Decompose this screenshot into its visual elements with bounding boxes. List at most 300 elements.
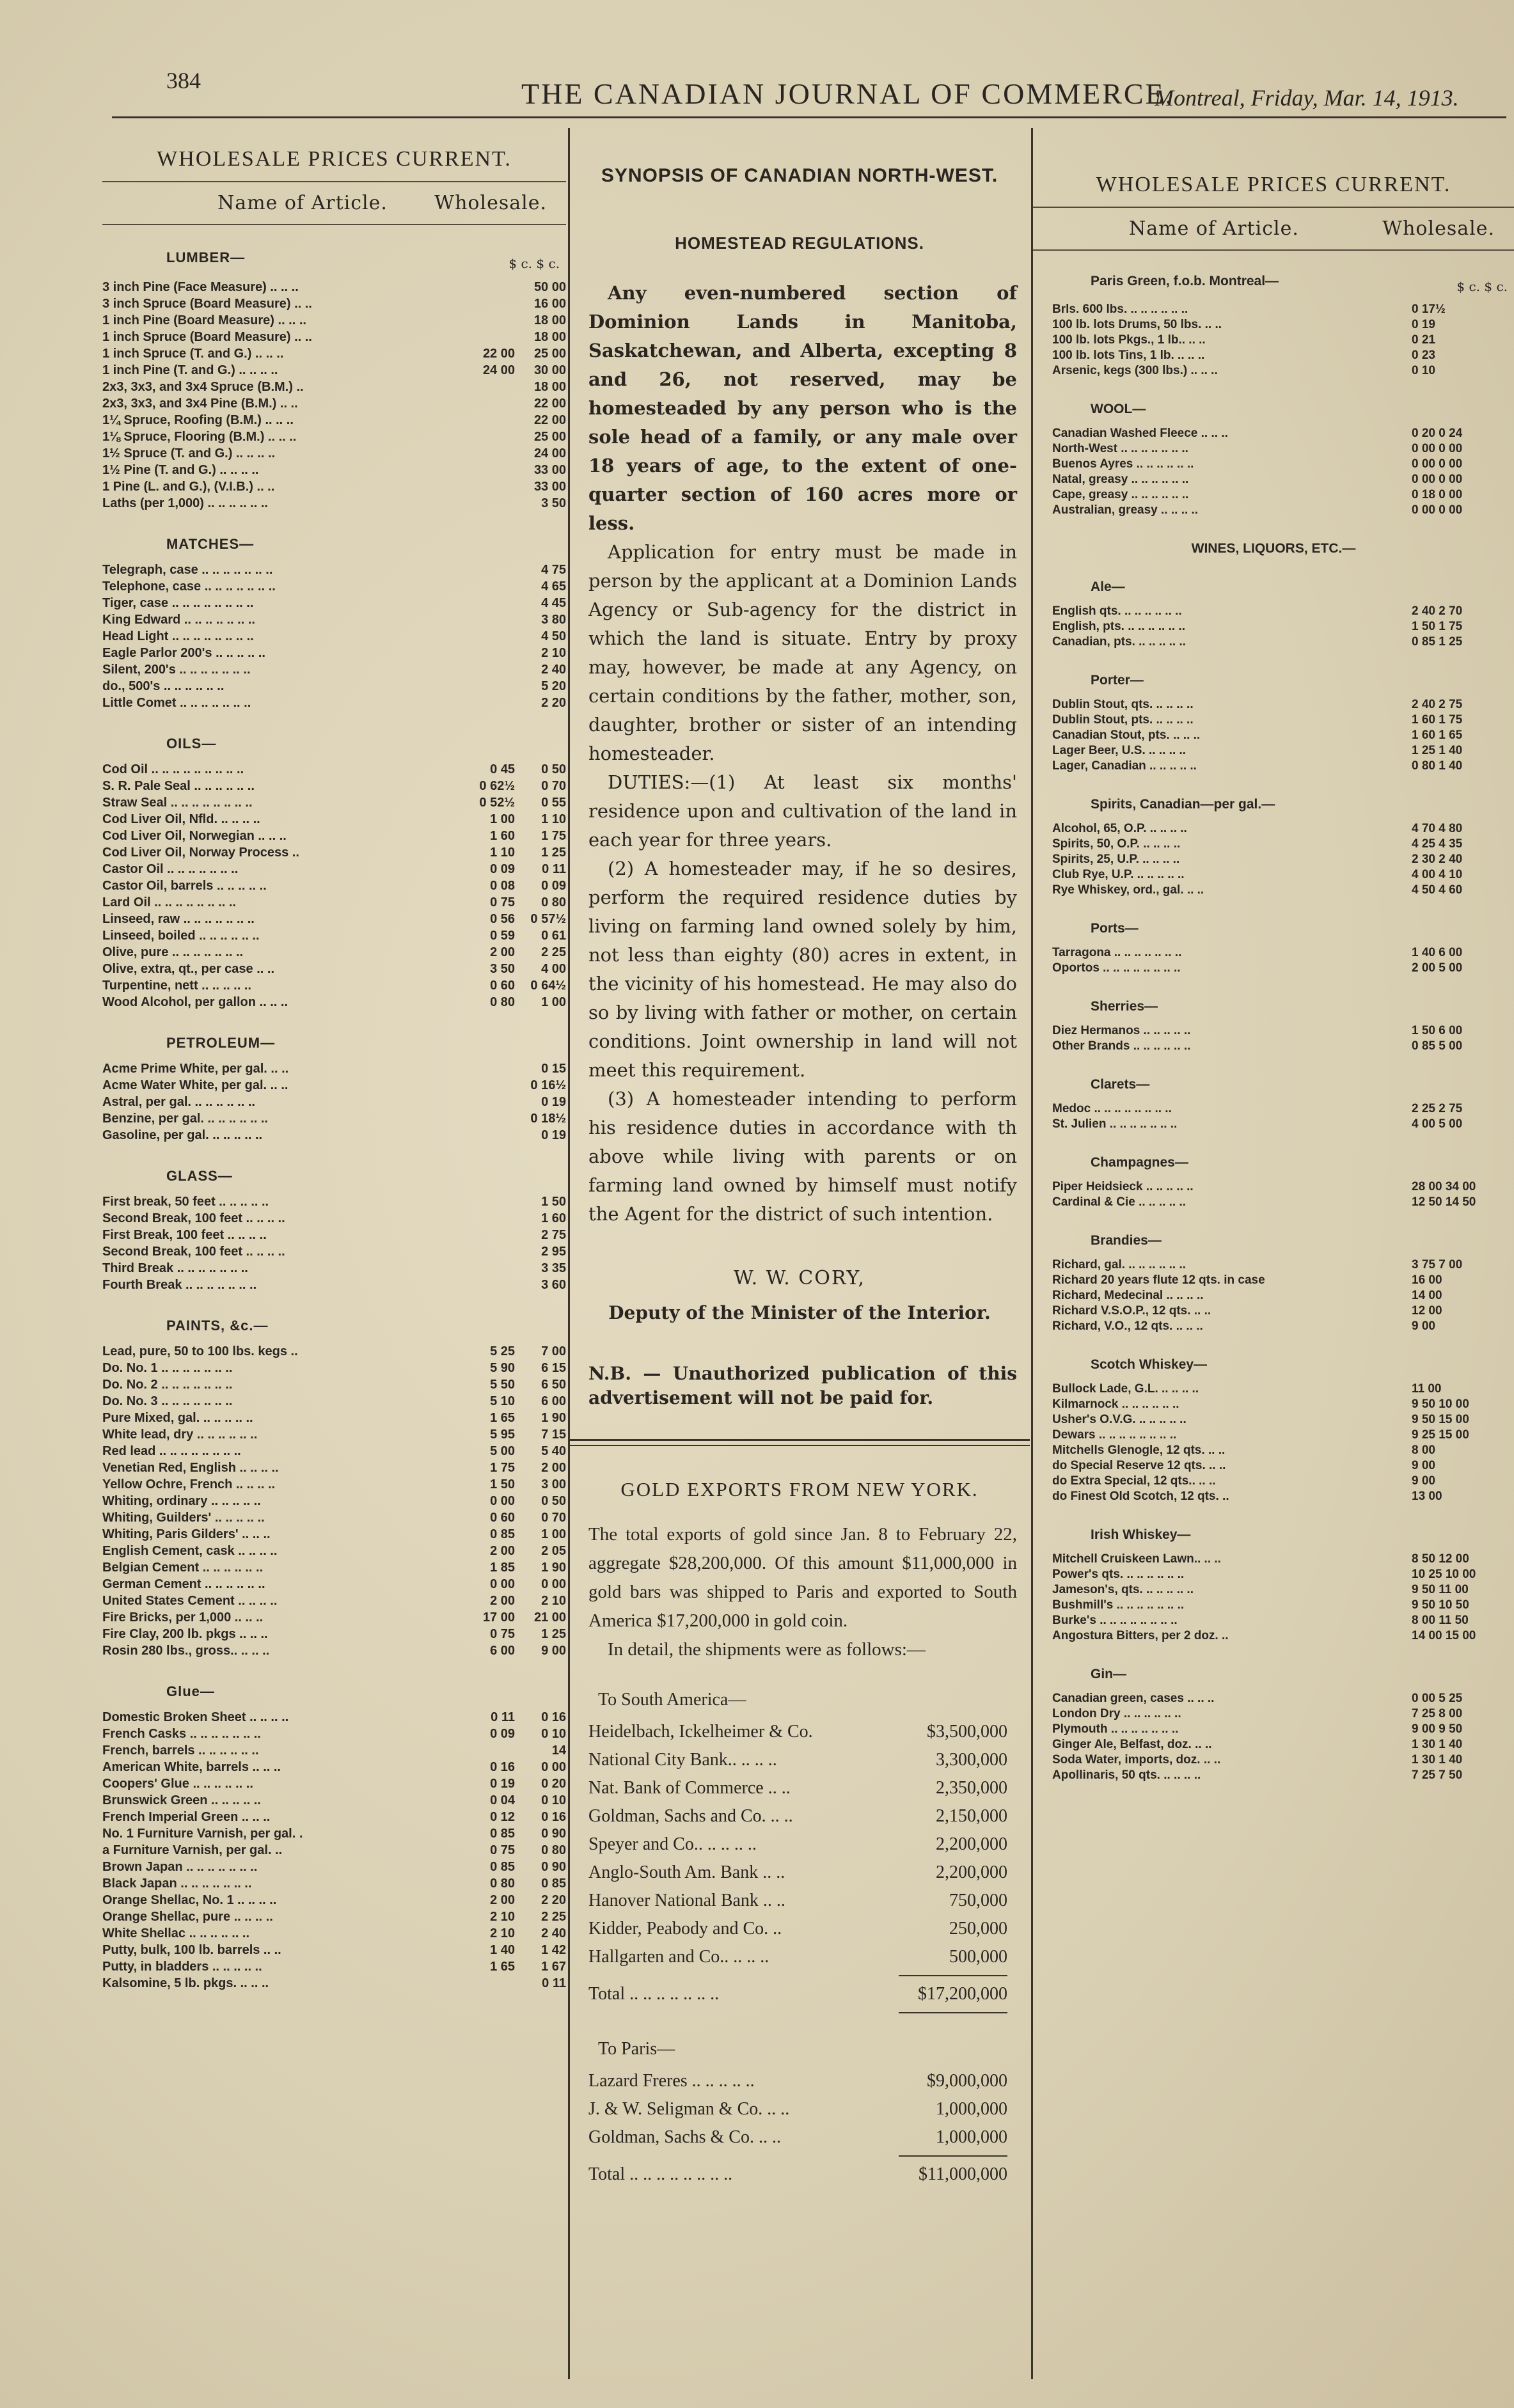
- article-name: Black Japan .. .. .. .. .. .. ..: [102, 1877, 252, 1891]
- price-row: [1033, 1257, 1514, 1273]
- article-name: Fire Clay, 200 lb. pkgs .. .. ..: [102, 1627, 268, 1641]
- price-row: [102, 811, 566, 828]
- price-range: 14 00 15 00: [1412, 1629, 1476, 1642]
- article-name: Telegraph, case .. .. .. .. .. .. ..: [102, 563, 273, 577]
- article-name: North-West .. .. .. .. .. .. ..: [1052, 442, 1188, 455]
- article-name: Lead, pure, 50 to 100 lbs. kegs ..: [102, 1344, 298, 1358]
- price-section: [1033, 1233, 1514, 1334]
- price-low: 22 00: [482, 347, 515, 361]
- price-row: [102, 1426, 566, 1443]
- article-name: do., 500's .. .. .. .. .. ..: [102, 679, 225, 693]
- article-name: Oportos .. .. .. .. .. .. .. ..: [1052, 961, 1181, 975]
- article-name: English, pts. .. .. .. .. .. ..: [1052, 620, 1185, 633]
- gold-shipment-row: [569, 2067, 1030, 2095]
- right-title-rule: [1033, 207, 1514, 208]
- price-low: 6 00: [490, 1644, 515, 1658]
- price-high: 4 50: [541, 629, 566, 643]
- price-low: 2 00: [490, 1893, 515, 1907]
- article-name: Other Brands .. .. .. .. .. ..: [1052, 1039, 1191, 1053]
- article-name: Canadian Stout, pts. .. .. ..: [1052, 728, 1201, 742]
- article-name: 3 inch Pine (Face Measure) .. .. ..: [102, 280, 299, 294]
- price-row: [1033, 1706, 1514, 1722]
- section-heading: GLASS—: [166, 1168, 233, 1184]
- price-row: [1033, 1628, 1514, 1644]
- price-low: [464, 1077, 515, 1094]
- price-row: [1033, 487, 1514, 503]
- price-high: 0 80: [541, 895, 566, 909]
- section-heading: Champagnes—: [1091, 1155, 1188, 1170]
- price-low: 2 00: [490, 945, 515, 959]
- price-row: [1033, 837, 1514, 852]
- left-col-price-label: Wholesale.: [434, 192, 547, 214]
- article-name: First Break, 100 feet .. .. .. ..: [102, 1228, 267, 1242]
- left-title-rule: [102, 181, 566, 182]
- price-range: 1 30 1 40: [1412, 1738, 1463, 1751]
- price-row: [102, 329, 566, 345]
- right-column-title: WHOLESALE PRICES CURRENT.: [1096, 173, 1451, 196]
- article-name: Whiting, ordinary .. .. .. .. ..: [102, 1494, 261, 1508]
- price-low: [464, 1260, 515, 1277]
- price-row: [102, 1393, 566, 1410]
- south-america-total-row: [569, 1980, 1030, 2008]
- price-row: [102, 1227, 566, 1243]
- price-high: 25 00: [533, 430, 566, 444]
- article-name: Benzine, per gal. .. .. .. .. .. ..: [102, 1112, 268, 1126]
- price-low: 0 45: [490, 762, 515, 776]
- shipment-amount: 2,200,000: [936, 1834, 1007, 1854]
- price-row: [1033, 1273, 1514, 1288]
- gold-shipment-row: [569, 1718, 1030, 1746]
- price-low: [464, 628, 515, 645]
- price-low: 1 65: [490, 1960, 515, 1974]
- price-low: [464, 495, 515, 512]
- price-row: [102, 1360, 566, 1376]
- article-name: Power's qts. .. .. .. .. .. ..: [1052, 1568, 1185, 1581]
- south-america-total-label: Total .. .. .. .. .. .. ..: [588, 1984, 720, 2004]
- price-row: [1033, 317, 1514, 333]
- article-name: 3 inch Spruce (Board Measure) .. ..: [102, 297, 312, 311]
- article-name: Olive, pure .. .. .. .. .. .. ..: [102, 945, 244, 959]
- price-range: 4 00 5 00: [1412, 1117, 1463, 1131]
- price-row: [102, 1942, 566, 1958]
- article-name: Jameson's, qts. .. .. .. .. ..: [1052, 1583, 1194, 1596]
- article-name: Do. No. 2 .. .. .. .. .. .. ..: [102, 1378, 233, 1392]
- price-low: [464, 1277, 515, 1293]
- left-column-subheader: [102, 192, 566, 214]
- article-name: Dewars .. .. .. .. .. .. .. ..: [1052, 1428, 1177, 1442]
- price-row: [102, 1526, 566, 1543]
- price-range: 4 50 4 60: [1412, 883, 1463, 897]
- price-high: 0 16: [541, 1710, 566, 1724]
- gold-intro: The total exports of gold since Jan. 8 to February 22, aggregate $28,200,000. Of this amount $11,000,000 in gold bars was shipped to Paris and exported to South America $17,200,000 in gold coin.: [588, 1524, 1017, 1631]
- price-row: [102, 429, 566, 445]
- price-low: [464, 562, 515, 578]
- price-row: [102, 1410, 566, 1426]
- price-range: 12 00: [1412, 1304, 1442, 1318]
- price-low: 0 80: [490, 995, 515, 1009]
- left-col-name-label: Name of Article.: [217, 192, 388, 214]
- signature-title: Deputy of the Minister of the Interior.: [608, 1302, 991, 1323]
- price-high: 0 10: [541, 1727, 566, 1741]
- section-heading: Porter—: [1091, 673, 1144, 688]
- price-range: 12 50 14 50: [1412, 1195, 1476, 1209]
- article-name: Laths (per 1,000) .. .. .. .. .. ..: [102, 496, 268, 510]
- section-heading: PAINTS, &c.—: [166, 1318, 269, 1334]
- price-low: 1 85: [490, 1561, 515, 1575]
- section-heading: Clarets—: [1091, 1077, 1150, 1092]
- price-section: [1033, 541, 1514, 556]
- price-low: 0 09: [490, 862, 515, 876]
- price-row: [102, 1792, 566, 1809]
- right-col-name-label: Name of Article.: [1129, 217, 1299, 240]
- gold-exports-title: GOLD EXPORTS FROM NEW YORK.: [620, 1478, 979, 1500]
- price-row: [1033, 619, 1514, 634]
- article-name: Second Break, 100 feet .. .. .. ..: [102, 1211, 285, 1225]
- price-row: [102, 1726, 566, 1742]
- price-high: 2 10: [541, 1594, 566, 1608]
- shipment-amount: 2,200,000: [936, 1862, 1007, 1882]
- shipment-amount: 2,350,000: [936, 1778, 1007, 1798]
- price-low: 0 00: [490, 1494, 515, 1508]
- price-high: 0 16: [541, 1810, 566, 1824]
- gold-shipment-row: [569, 1830, 1030, 1859]
- price-row: [102, 1925, 566, 1942]
- article-name: 100 lb. lots Pkgs., 1 lb.. .. ..: [1052, 333, 1206, 347]
- paris-total-rule: [899, 2155, 1007, 2157]
- south-america-label: To South America—: [598, 1690, 746, 1710]
- section-heading: Ale—: [1091, 579, 1125, 594]
- price-row: [1033, 1458, 1514, 1474]
- gold-shipment-row: [569, 1802, 1030, 1830]
- price-row: [102, 944, 566, 961]
- price-section: [102, 1035, 566, 1144]
- price-range: 1 40 6 00: [1412, 946, 1463, 959]
- price-section: [1033, 1155, 1514, 1210]
- price-low: 0 75: [490, 1627, 515, 1641]
- price-range: 0 23: [1412, 349, 1435, 362]
- article-name: do Extra Special, 12 qts.. .. ..: [1052, 1474, 1216, 1488]
- price-row: [1033, 1381, 1514, 1397]
- article-name: Silent, 200's .. .. .. .. .. .. ..: [102, 663, 251, 677]
- price-low: 0 19: [490, 1777, 515, 1791]
- price-low: 0 85: [490, 1860, 515, 1874]
- section-heading: Ports—: [1091, 921, 1139, 936]
- price-row: [1033, 1768, 1514, 1783]
- homestead-paragraph: (2) A homesteader may, if he so desires, perform the required residence duties by living on farming land owned solely by him, not less than eighty (80) acres in extent, in the vicinity of his homestead. He may also do so by living with father or mother, on certain conditions. Joint ownership in land will not meet this requirement.: [588, 858, 1017, 1081]
- price-high: 0 50: [541, 762, 566, 776]
- price-low: [464, 1975, 515, 1992]
- price-row: [1033, 1319, 1514, 1334]
- price-high: 4 75: [541, 563, 566, 577]
- price-low: [464, 611, 515, 628]
- price-row: [102, 828, 566, 844]
- price-row: [102, 1825, 566, 1842]
- price-range: 2 00 5 00: [1412, 961, 1463, 975]
- left-column-title: WHOLESALE PRICES CURRENT.: [157, 147, 512, 171]
- price-range: 14 00: [1412, 1289, 1442, 1302]
- article-name: Kalsomine, 5 lb. pkgs. .. .. ..: [102, 1976, 269, 1990]
- price-section: [102, 536, 566, 711]
- price-low: 5 90: [490, 1361, 515, 1375]
- price-row: [1033, 1613, 1514, 1628]
- price-high: 1 25: [541, 846, 566, 860]
- gold-shipment-row: [569, 1746, 1030, 1774]
- price-range: 2 30 2 40: [1412, 853, 1463, 866]
- shipper-name: Goldman, Sachs and Co. .. ..: [588, 1806, 793, 1826]
- section-heading: Glue—: [166, 1683, 215, 1699]
- shipment-amount: 1,000,000: [936, 2127, 1007, 2147]
- price-range: 2 25 2 75: [1412, 1102, 1463, 1115]
- price-row: [102, 1193, 566, 1210]
- price-low: [464, 395, 515, 412]
- article-name: Richard, Medecinal .. .. .. ..: [1052, 1289, 1204, 1302]
- price-row: [102, 1958, 566, 1975]
- article-name: Linseed, raw .. .. .. .. .. .. ..: [102, 912, 255, 926]
- price-row: [102, 927, 566, 944]
- article-name: Yellow Ochre, French .. .. .. ..: [102, 1477, 276, 1491]
- price-high: 1 50: [541, 1195, 566, 1209]
- price-range: 1 50 6 00: [1412, 1024, 1463, 1037]
- price-row: [102, 628, 566, 645]
- price-range: 28 00 34 00: [1412, 1180, 1476, 1193]
- price-row: [102, 1742, 566, 1759]
- price-row: [1033, 728, 1514, 743]
- price-high: 6 50: [541, 1378, 566, 1392]
- price-row: [102, 1809, 566, 1825]
- price-row: [1033, 1489, 1514, 1504]
- paris-list: [569, 2067, 1030, 2152]
- article-name: Castor Oil, barrels .. .. .. .. ..: [102, 879, 267, 893]
- price-high: 2 40: [541, 1926, 566, 1940]
- price-high: 2 05: [541, 1544, 566, 1558]
- price-high: 0 19: [541, 1095, 566, 1109]
- article-name: Putty, bulk, 100 lb. barrels .. ..: [102, 1943, 281, 1957]
- price-range: 1 30 1 40: [1412, 1753, 1463, 1767]
- dateline: Montreal, Friday, Mar. 14, 1913.: [1155, 85, 1459, 111]
- price-row: [1033, 1117, 1514, 1132]
- article-name: Richard, V.O., 12 qts. .. .. ..: [1052, 1319, 1203, 1333]
- article-name: Whiting, Guilders' .. .. .. .. ..: [102, 1511, 265, 1525]
- article-name: a Furniture Varnish, per gal. ..: [102, 1843, 283, 1857]
- price-high: 1 90: [541, 1561, 566, 1575]
- gold-shipment-row: [569, 2095, 1030, 2123]
- signature-name: W. W. CORY,: [733, 1267, 865, 1289]
- article-name: Wood Alcohol, per gallon .. .. ..: [102, 995, 288, 1009]
- article-name: 1⅛ Spruce, Flooring (B.M.) .. .. ..: [102, 430, 297, 444]
- price-section: [102, 1318, 566, 1659]
- price-high: 0 90: [541, 1860, 566, 1874]
- price-high: 7 15: [541, 1428, 566, 1442]
- price-low: 1 00: [490, 812, 515, 826]
- article-name: Angostura Bitters, per 2 doz. ..: [1052, 1629, 1229, 1642]
- price-high: 9 00: [541, 1644, 566, 1658]
- price-range: 16 00: [1412, 1273, 1442, 1287]
- article-name: Lager, Canadian .. .. .. .. ..: [1052, 759, 1197, 773]
- price-section: [1033, 797, 1514, 898]
- price-range: 9 50 10 50: [1412, 1598, 1469, 1612]
- price-row: [1033, 1443, 1514, 1458]
- price-range: 0 80 1 40: [1412, 759, 1463, 773]
- price-high: 5 20: [541, 679, 566, 693]
- article-name: Canadian Washed Fleece .. .. ..: [1052, 427, 1228, 440]
- price-section: [102, 1683, 566, 1992]
- price-section: [102, 249, 566, 512]
- section-heading: WOOL—: [1091, 402, 1146, 416]
- price-high: 0 10: [541, 1793, 566, 1807]
- article-name: King Edward .. .. .. .. .. .. ..: [102, 613, 255, 627]
- price-range: 0 17½: [1412, 303, 1446, 316]
- price-high: 0 80: [541, 1843, 566, 1857]
- price-high: 18 00: [533, 380, 566, 394]
- price-low: 0 56: [490, 912, 515, 926]
- article-name: Richard, gal. .. .. .. .. .. ..: [1052, 1258, 1187, 1271]
- price-high: 21 00: [533, 1610, 566, 1625]
- price-high: 1 00: [541, 995, 566, 1009]
- price-low: [464, 1742, 515, 1759]
- price-row: [102, 595, 566, 611]
- gold-shipment-row: [569, 1915, 1030, 1943]
- price-row: [1033, 1039, 1514, 1054]
- price-row: [102, 1859, 566, 1875]
- price-range: 0 00 0 00: [1412, 503, 1463, 517]
- article-name: 2x3, 3x3, and 3x4 Spruce (B.M.) ..: [102, 380, 304, 394]
- price-low: [464, 1227, 515, 1243]
- article-name: Brunswick Green .. .. .. .. ..: [102, 1793, 261, 1807]
- price-high: 0 70: [541, 779, 566, 793]
- price-low: [464, 661, 515, 678]
- price-high: 1 00: [541, 1527, 566, 1541]
- article-name: Venetian Red, English .. .. .. ..: [102, 1461, 279, 1475]
- article-name: Arsenic, kegs (300 lbs.) .. .. ..: [1052, 364, 1218, 377]
- price-row: [102, 362, 566, 379]
- price-high: 2 25: [541, 1910, 566, 1924]
- price-row: [1033, 1474, 1514, 1489]
- price-low: 3 50: [490, 962, 515, 976]
- section-heading: Sherries—: [1091, 999, 1158, 1014]
- gold-shipment-row: [569, 1859, 1030, 1887]
- article-name: Astral, per gal. .. .. .. .. .. ..: [102, 1095, 255, 1109]
- section-units: $ c. $ c.: [1456, 279, 1508, 294]
- price-row: [102, 562, 566, 578]
- price-high: 0 90: [541, 1827, 566, 1841]
- price-row: [1033, 1722, 1514, 1737]
- right-sections: [1033, 274, 1514, 1783]
- article-name: Soda Water, imports, doz. .. ..: [1052, 1753, 1221, 1767]
- section-heading: Gin—: [1091, 1667, 1126, 1681]
- price-high: 3 60: [541, 1278, 566, 1292]
- article-name: Second Break, 100 feet .. .. .. ..: [102, 1245, 285, 1259]
- shipment-amount: 3,300,000: [936, 1750, 1007, 1770]
- homestead-paragraph: DUTIES:—(1) At least six months' residence upon and cultivation of the land in each year for three years.: [588, 771, 1017, 851]
- price-row: [1033, 1101, 1514, 1117]
- price-high: 0 50: [541, 1494, 566, 1508]
- price-high: 0 57½: [530, 912, 566, 926]
- price-low: 1 10: [490, 846, 515, 860]
- price-row: [102, 1443, 566, 1460]
- price-range: 9 25 15 00: [1412, 1428, 1469, 1442]
- price-row: [1033, 1412, 1514, 1428]
- price-row: [1033, 604, 1514, 619]
- price-row: [102, 1460, 566, 1476]
- price-low: [464, 412, 515, 429]
- price-high: 30 00: [533, 363, 566, 377]
- price-row: [1033, 883, 1514, 898]
- article-name: Coopers' Glue .. .. .. .. .. ..: [102, 1777, 253, 1791]
- article-name: Orange Shellac, No. 1 .. .. .. ..: [102, 1893, 277, 1907]
- article-name: Brls. 600 lbs. .. .. .. .. .. ..: [1052, 303, 1188, 316]
- article-name: United States Cement .. .. .. ..: [102, 1594, 278, 1608]
- article-name: Cardinal & Cie .. .. .. .. ..: [1052, 1195, 1187, 1209]
- price-range: 9 00: [1412, 1474, 1435, 1488]
- price-row: [102, 1127, 566, 1144]
- price-high: 3 00: [541, 1477, 566, 1491]
- article-name: Do. No. 3 .. .. .. .. .. .. ..: [102, 1394, 233, 1408]
- price-low: 0 60: [490, 1511, 515, 1525]
- article-name: Belgian Cement .. .. .. .. .. ..: [102, 1561, 264, 1575]
- article-name: Head Light .. .. .. .. .. .. .. ..: [102, 629, 254, 643]
- price-range: 4 70 4 80: [1412, 822, 1463, 835]
- price-row: [1033, 852, 1514, 867]
- price-range: 4 00 4 10: [1412, 868, 1463, 881]
- price-row: [102, 1260, 566, 1277]
- gold-shipment-row: [569, 2123, 1030, 2152]
- article-name: Cod Oil .. .. .. .. .. .. .. .. ..: [102, 762, 244, 776]
- price-row: [102, 1609, 566, 1626]
- price-row: [1033, 1582, 1514, 1598]
- price-row: [102, 611, 566, 628]
- price-row: [102, 877, 566, 894]
- price-low: 17 00: [482, 1610, 515, 1625]
- article-name: Lager Beer, U.S. .. .. .. ..: [1052, 744, 1187, 757]
- price-range: 0 00 5 25: [1412, 1692, 1463, 1705]
- price-range: 11 00: [1412, 1382, 1442, 1396]
- price-low: [464, 1210, 515, 1227]
- right-subheader-rule: [1033, 249, 1514, 251]
- price-row: [102, 678, 566, 695]
- price-low: [464, 1127, 515, 1144]
- price-low: 0 80: [490, 1877, 515, 1891]
- price-high: 33 00: [533, 480, 566, 494]
- price-row: [102, 312, 566, 329]
- price-section: [1033, 921, 1514, 976]
- section-heading: Irish Whiskey—: [1091, 1527, 1191, 1542]
- price-row: [1033, 503, 1514, 518]
- price-row: [102, 1775, 566, 1792]
- section-units: $ c. $ c.: [509, 256, 560, 271]
- article-name: Natal, greasy .. .. .. .. .. ..: [1052, 473, 1189, 486]
- price-high: 4 65: [541, 579, 566, 594]
- price-low: 0 09: [490, 1727, 515, 1741]
- article-name: Kilmarnock .. .. .. .. .. ..: [1052, 1397, 1179, 1411]
- article-name: Club Rye, U.P. .. .. .. .. ..: [1052, 868, 1185, 881]
- article-name: White lead, dry .. .. .. .. .. ..: [102, 1428, 258, 1442]
- paris-total-value: $11,000,000: [919, 2164, 1007, 2184]
- price-range: 0 00 0 00: [1412, 473, 1463, 486]
- price-row: [1033, 867, 1514, 883]
- price-low: 0 16: [490, 1760, 515, 1774]
- article-name: Mitchell Cruiskeen Lawn.. .. ..: [1052, 1552, 1221, 1566]
- price-high: 33 00: [533, 463, 566, 477]
- article-name: Straw Seal .. .. .. .. .. .. .. ..: [102, 796, 253, 810]
- article-name: Richard 20 years flute 12 qts. in case: [1052, 1273, 1265, 1287]
- article-name: Gasoline, per gal. .. .. .. .. ..: [102, 1128, 263, 1142]
- price-range: 9 00: [1412, 1459, 1435, 1472]
- paris-total-row: [569, 2160, 1030, 2189]
- price-range: 0 00 0 00: [1412, 442, 1463, 455]
- article-name: Fire Bricks, per 1,000 .. .. ..: [102, 1610, 264, 1625]
- shipper-name: Heidelbach, Ickelheimer & Co.: [588, 1722, 813, 1742]
- price-row: [1033, 634, 1514, 650]
